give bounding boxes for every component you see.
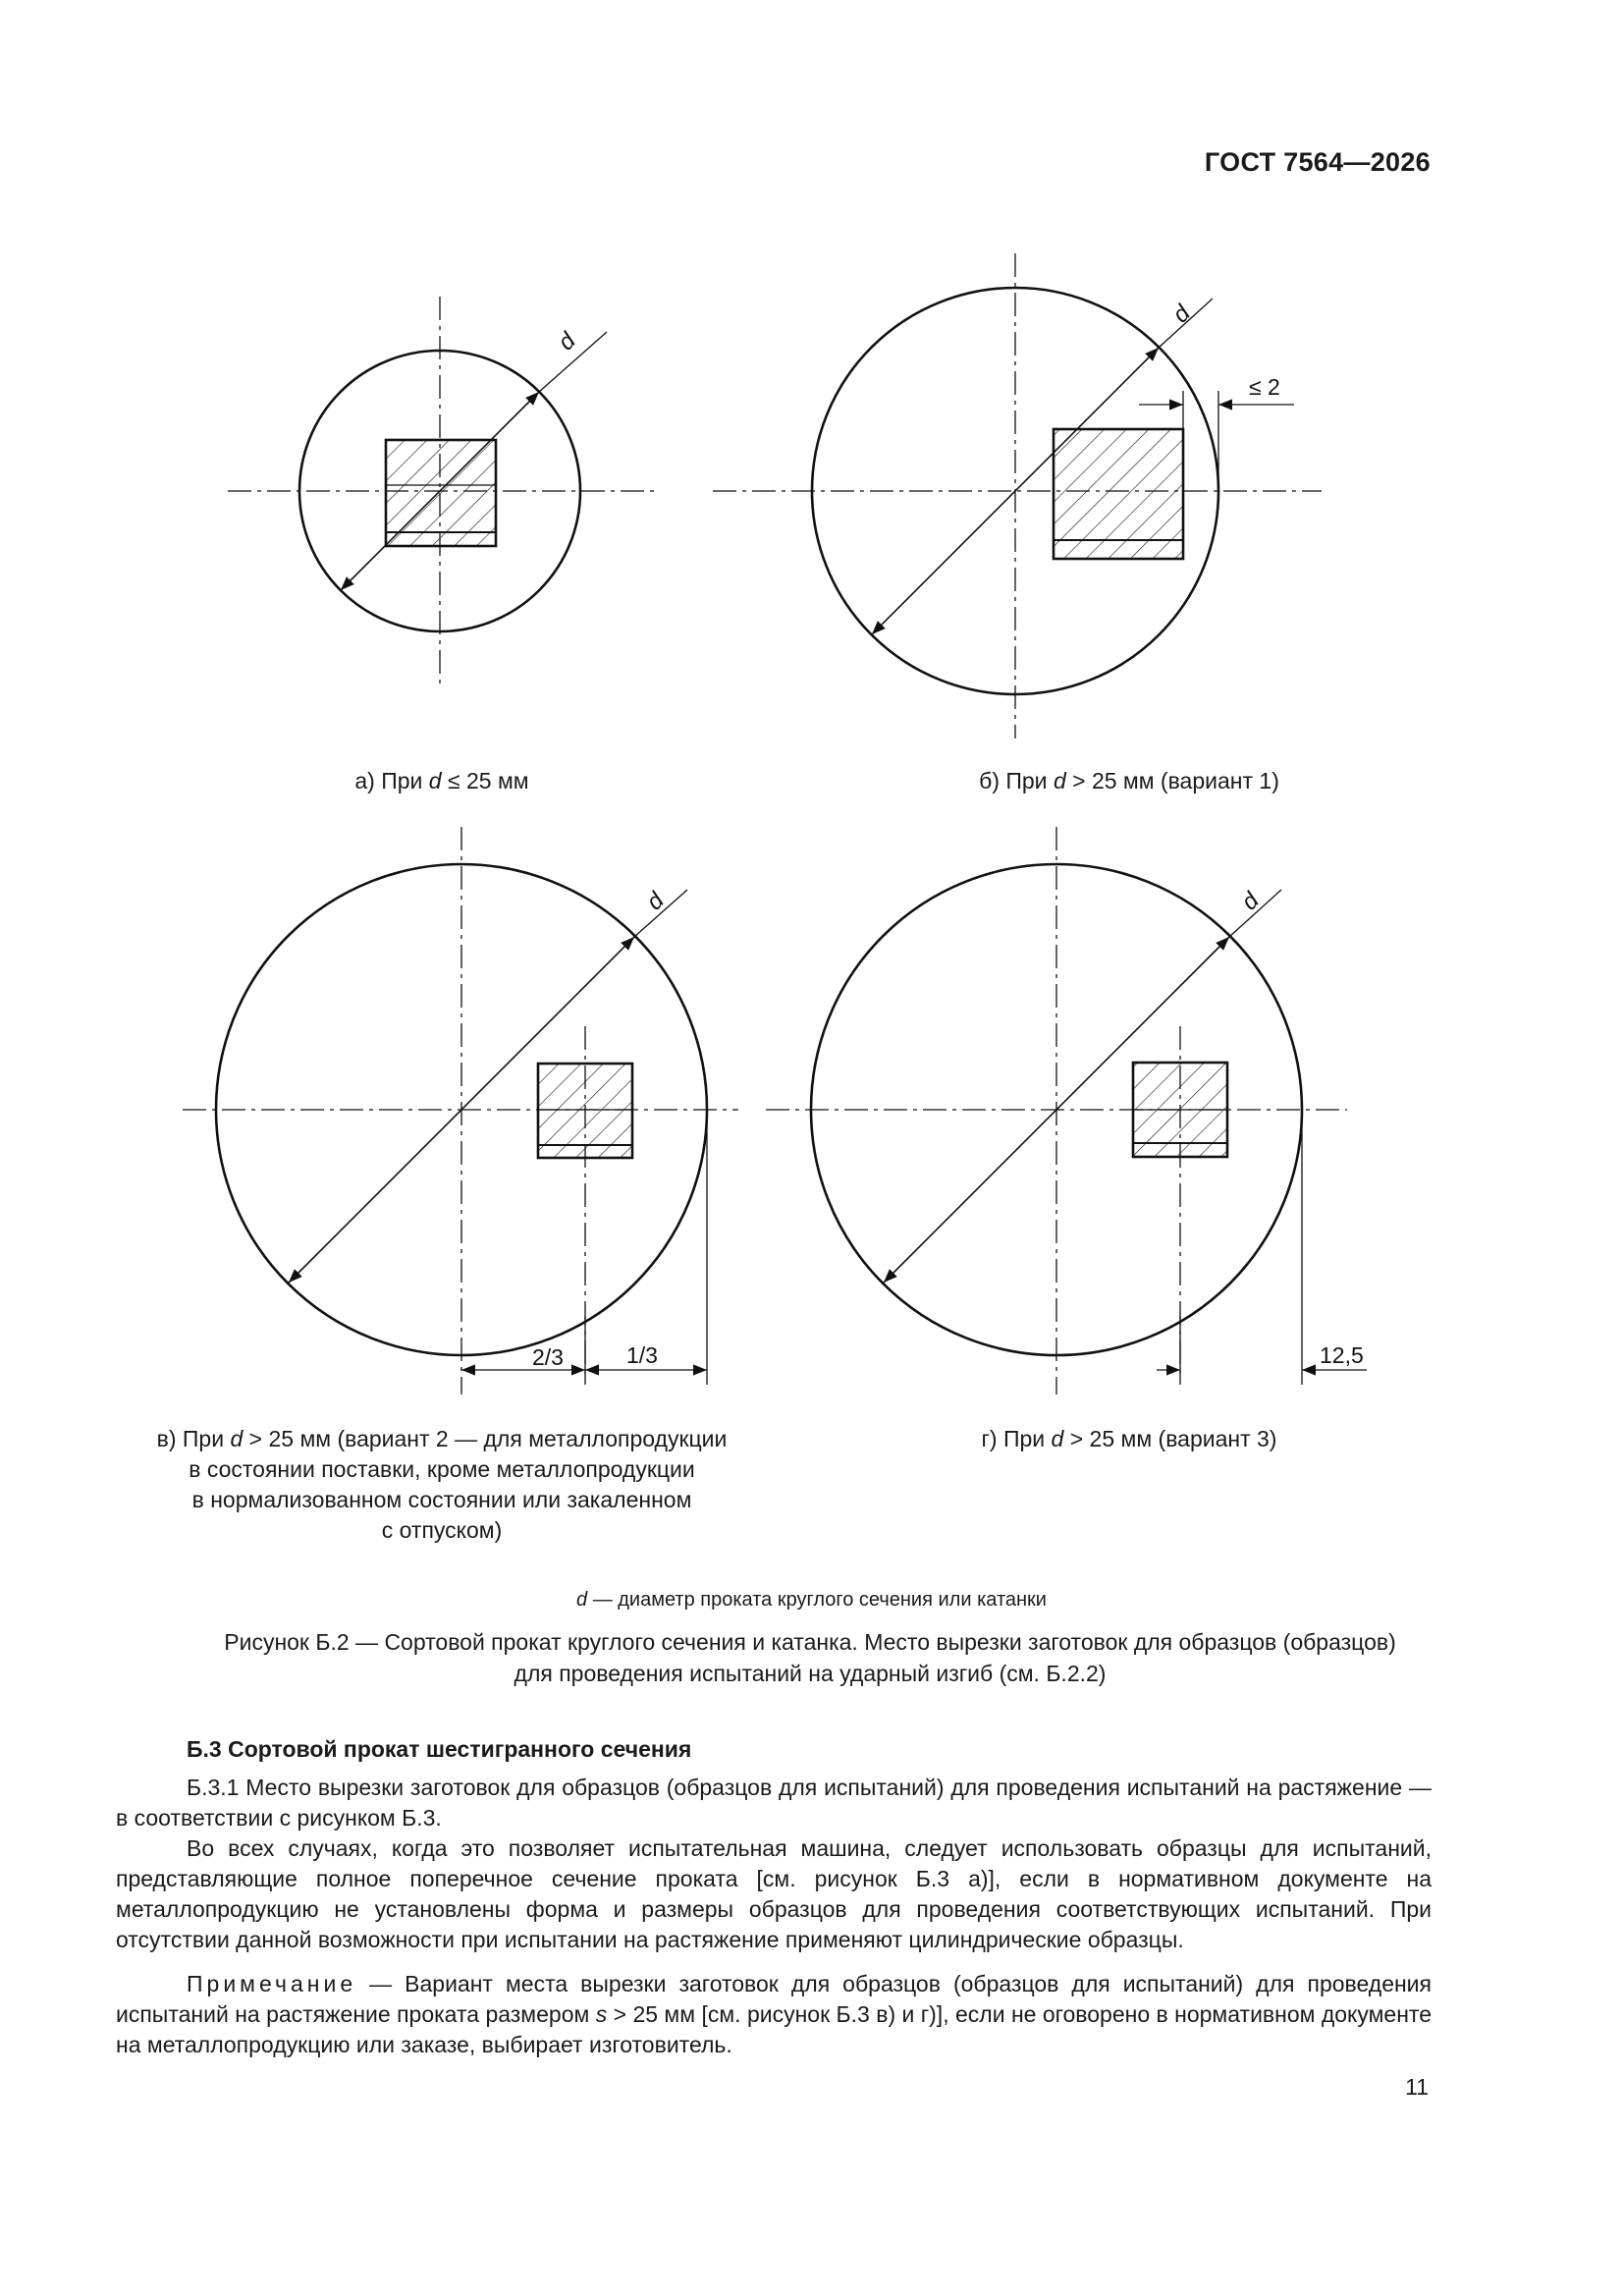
dim-label-g: 12,5 bbox=[1320, 1342, 1364, 1368]
paragraph-b3-1: Б.3.1 Место вырезки заготовок для образцов (образцов для испытаний) для проведения испытаний на растяжение — в соответствии с рисунком Б.3. bbox=[116, 1775, 1432, 1831]
document-designation: ГОСТ 7564—2026 bbox=[1204, 147, 1431, 177]
diameter-label-v: d bbox=[641, 887, 670, 916]
panel-b-drawing bbox=[713, 253, 1322, 738]
note-label: Примечание bbox=[187, 1971, 357, 1996]
section-b3 bbox=[116, 1734, 1432, 2060]
diameter-label-g: d bbox=[1236, 887, 1265, 916]
panel-g-drawing bbox=[766, 827, 1367, 1394]
dim-label-b: ≤ 2 bbox=[1249, 374, 1280, 400]
panel-a-drawing bbox=[228, 297, 656, 687]
caption-panel-b: б) При d > 25 мм (вариант 1) bbox=[979, 768, 1279, 793]
specimen-blank-a bbox=[386, 440, 496, 546]
section-heading: Б.3 Сортовой прокат шестигранного сечения bbox=[187, 1736, 692, 1762]
caption-panel-a: а) При d ≤ 25 мм bbox=[354, 768, 529, 793]
caption-panel-g: г) При d > 25 мм (вариант 3) bbox=[981, 1426, 1277, 1451]
figure-legend: d — диаметр проката круглого сечения или катанки bbox=[576, 1589, 1047, 1611]
figure-caption: Рисунок Б.2 — Сортовой прокат круглого сечения и катанка. Место вырезки заготовок для образцов (образцов) для проведения испытаний на ударный изгиб (см. Б.2.2) bbox=[224, 1629, 1396, 1686]
diameter-label-a: d bbox=[553, 327, 581, 356]
page-number: 11 bbox=[1405, 2074, 1429, 2100]
dim-label-one-third: 1/3 bbox=[626, 1342, 658, 1368]
dim-label-two-thirds: 2/3 bbox=[532, 1344, 564, 1370]
diameter-label-b: d bbox=[1167, 300, 1196, 329]
paragraph-b3-2: Во всех случаях, когда это позволяет испытательная машина, следует использовать образцы для испытаний, представляющие полное поперечное сечение проката [см. рисунок Б.3 а)], если в нормативном документе на металлопродукцию не установлены форма и размеры образцов для проведения соответствующих испытаний. При отсутствии данной возможности при испытании на растяжение применяют цилиндрические образцы. bbox=[116, 1835, 1432, 1952]
panel-v-drawing bbox=[183, 827, 738, 1394]
caption-panel-v: в) При d > 25 мм (вариант 2 — для металлопродукции в состоянии поставки, кроме металлопродукции в нормализованном состоянии или закаленном с отпуском) bbox=[156, 1426, 728, 1543]
note-paragraph: Примечание — Вариант места вырезки заготовок для образцов (образцов для испытаний) для проведения испытаний на растяжение проката размером s > 25 мм [см. рисунок Б.3 в) и г)], если не оговорено в нормативном документе на металлопродукцию или заказе, выбирает изготовитель. bbox=[116, 1971, 1432, 2057]
